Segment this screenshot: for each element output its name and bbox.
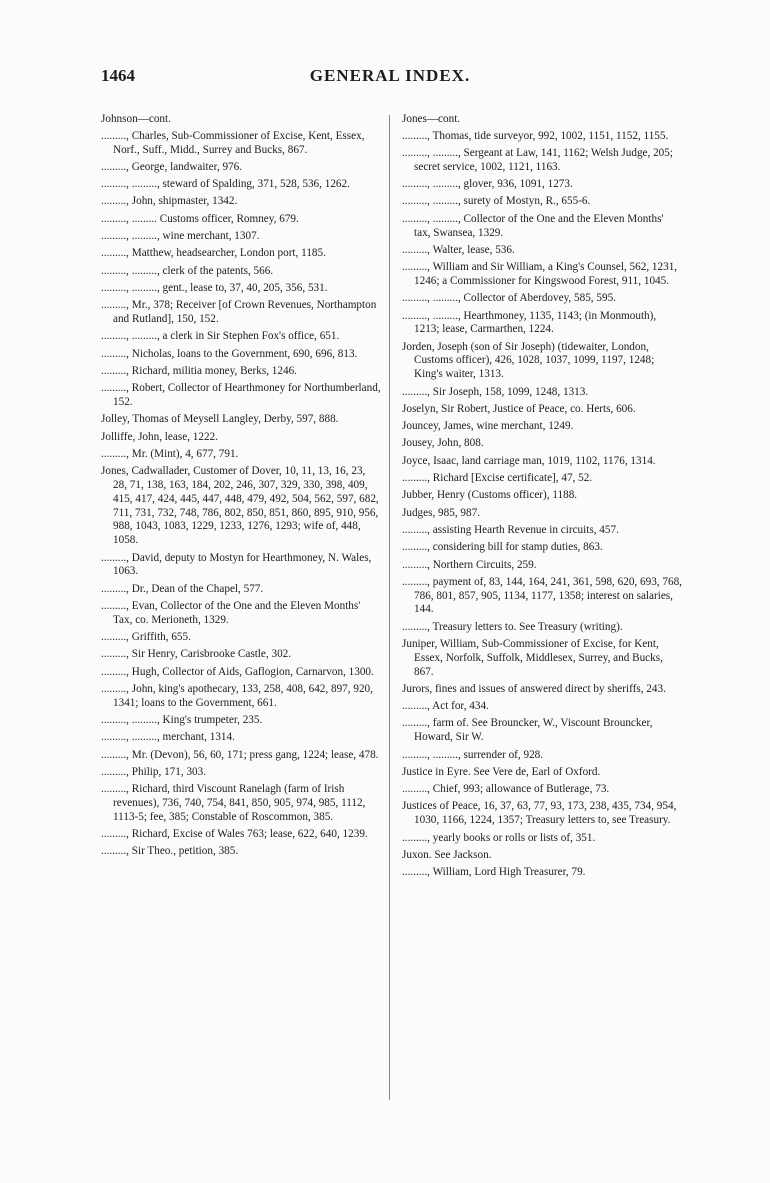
index-entry: ........., Charles, Sub-Commissioner of Excise, Kent, Essex, Norf., Suff., Midd., Surrey and Bucks, 867. <box>101 129 365 156</box>
index-entry: ........., ........., a clerk in Sir Stephen Fox's office, 651. <box>101 330 340 343</box>
index-entry: ........., Matthew, headsearcher, London port, 1185. <box>101 247 326 260</box>
index-entry: Judges, 985, 987. <box>402 506 481 519</box>
index-entry: ........., ........., glover, 936, 1091, 1273. <box>402 178 573 191</box>
index-entry: Jorden, Joseph (son of Sir Joseph) (tidewaiter, London, Customs officer), 426, 1028, 1037, 1099, 1197, 1248; King's waiter, 1313. <box>402 340 655 381</box>
index-entry: ........., ........., steward of Spalding, 371, 528, 536, 1262. <box>101 178 350 191</box>
page-title: GENERAL INDEX. <box>309 66 471 85</box>
index-entry: ........., William and Sir William, a King's Counsel, 562, 1231, 1246; a Commissioner for Kingswood Forest, 911, 1045. <box>402 261 678 287</box>
index-column-left <box>101 113 381 863</box>
index-entry: ........., William, Lord High Treasurer, 79. <box>402 866 586 879</box>
index-entry: ........., George, landwaiter, 976. <box>101 160 243 173</box>
index-entry: ........., ........., merchant, 1314. <box>101 731 235 744</box>
index-entry: ........., John, king's apothecary, 133, 258, 408, 642, 897, 920, 1341; loans to the Government, 661. <box>101 682 373 709</box>
index-entry: ........., Dr., Dean of the Chapel, 577. <box>101 582 264 595</box>
index-column-right <box>402 113 682 883</box>
index-entry: ........., Evan, Collector of the One and the Eleven Months' Tax, co. Merioneth, 1329. <box>101 599 361 626</box>
index-entry: ........., Hugh, Collector of Aids, Gaflogion, Carnarvon, 1300. <box>101 665 374 678</box>
index-entry: ........., David, deputy to Mostyn for Hearthmoney, N. Wales, 1063. <box>101 551 372 578</box>
index-entry: ........., ........., King's trumpeter, 235. <box>101 713 263 726</box>
index-entry: ........., assisting Hearth Revenue in circuits, 457. <box>402 523 619 536</box>
index-entry: ........., John, shipmaster, 1342. <box>101 195 238 208</box>
index-entry: Juniper, William, Sub-Commissioner of Excise, for Kent, Essex, Norfolk, Suffolk, Middlesex, Surrey, and Bucks, 867. <box>402 638 663 678</box>
index-entry: ........., ........., clerk of the patents, 566. <box>101 264 274 277</box>
index-entry: ........., Richard, third Viscount Ranelagh (farm of Irish revenues), 736, 740, 754, 841, 850, 905, 974, 985, 1112, 1113-5; fee, 385; Constable of Roscommon, 385. <box>101 783 366 823</box>
index-entry: ........., payment of, 83, 144, 164, 241, 361, 598, 620, 693, 768, 786, 801, 857, 905, 1134, 1177, 1358; interest on salaries, 144. <box>402 575 682 616</box>
continuation-heading: Johnson—cont. <box>101 113 171 125</box>
index-entry: ........., Mr., 378; Receiver [of Crown Revenues, Northampton and Rutland], 150, 152. <box>101 299 377 326</box>
index-entry: ........., ........., gent., lease to, 37, 40, 205, 356, 531. <box>101 281 328 294</box>
index-entry: ........., Philip, 171, 303. <box>101 765 207 778</box>
index-entry: ........., Walter, lease, 536. <box>402 243 515 256</box>
index-entry: ........., Thomas, tide surveyor, 992, 1002, 1151, 1152, 1155. <box>402 129 669 142</box>
index-entry: ........., Sir Henry, Carisbrooke Castle, 302. <box>101 648 292 661</box>
index-entry: Jouncey, James, wine merchant, 1249. <box>402 420 574 433</box>
index-entry: ........., Treasury letters to. See Treasury (writing). <box>402 620 623 633</box>
index-entry: ........., ........., Hearthmoney, 1135, 1143; (in Monmouth), 1213; lease, Carmarthen, 1224. <box>402 309 657 336</box>
index-entry: ........., Northern Circuits, 259. <box>402 558 537 571</box>
index-entry: ........., Mr. (Devon), 56, 60, 171; press gang, 1224; lease, 478. <box>101 748 379 761</box>
index-entry: Joyce, Isaac, land carriage man, 1019, 1102, 1176, 1314. <box>402 454 656 467</box>
index-entry: ........., ........., Sergeant at Law, 141, 1162; Welsh Judge, 205; secret service, 1002, 1121, 1163. <box>402 147 673 173</box>
index-entry: Jubber, Henry (Customs officer), 1188. <box>402 489 578 502</box>
index-entry: ........., Act for, 434. <box>402 700 489 713</box>
index-entry: ........., Mr. (Mint), 4, 677, 791. <box>101 447 239 460</box>
index-entry: ........., Richard, militia money, Berks, 1246. <box>101 364 297 377</box>
index-entry: Jolliffe, John, lease, 1222. <box>101 430 218 443</box>
index-entry: ........., Griffith, 655. <box>101 631 191 643</box>
index-entry: ........., Richard, Excise of Wales 763; lease, 622, 640, 1239. <box>101 828 368 841</box>
index-entry: Justice in Eyre. See Vere de, Earl of Oxford. <box>402 765 601 778</box>
index-entry: ........., Sir Joseph, 158, 1099, 1248, 1313. <box>402 385 589 398</box>
index-entry: ........., yearly books or rolls or lists of, 351. <box>402 831 596 844</box>
column-divider <box>389 115 390 1100</box>
index-entry: ........., Robert, Collector of Hearthmoney for Northumberland, 152. <box>101 382 381 409</box>
index-entry: ........., considering bill for stamp duties, 863. <box>402 541 603 554</box>
page-header <box>101 66 679 92</box>
index-entry: Jolley, Thomas of Meysell Langley, Derby, 597, 888. <box>101 413 339 426</box>
index-entry: ........., Chief, 993; allowance of Butlerage, 73. <box>402 783 610 796</box>
index-entry: Joselyn, Sir Robert, Justice of Peace, co. Herts, 606. <box>402 402 636 415</box>
index-entry: ........., ........., surrender of, 928. <box>402 748 544 761</box>
index-entry: ........., Richard [Excise certificate], 47, 52. <box>402 472 593 485</box>
index-entry: ........., ........., Collector of the One and the Eleven Months' tax, Swansea, 1329. <box>402 212 664 239</box>
index-entry: ........., farm of. See Brouncker, W., Viscount Brouncker, Howard, Sir W. <box>402 717 653 744</box>
index-entry: Jousey, John, 808. <box>402 437 484 450</box>
index-entry: ........., Nicholas, loans to the Government, 690, 696, 813. <box>101 347 358 360</box>
index-entry: ........., ........., surety of Mostyn, R., 655-6. <box>402 195 591 208</box>
index-entry: ........., ........., Collector of Aberdovey, 585, 595. <box>402 292 616 305</box>
index-entry: ........., ......... Customs officer, Romney, 679. <box>101 212 299 225</box>
index-entry: ........., ........., wine merchant, 1307. <box>101 230 260 243</box>
index-entry: ........., Sir Theo., petition, 385. <box>101 845 239 858</box>
index-entry: Jurors, fines and issues of answered direct by sheriffs, 243. <box>402 682 666 695</box>
index-entry: Juxon. See Jackson. <box>402 848 492 861</box>
index-entry: Jones, Cadwallader, Customer of Dover, 10, 11, 13, 16, 23, 28, 71, 138, 163, 184, 202, 246, 307, 329, 330, 398, 409, 415, 417, 424, 445, 447, 448, 479, 492, 504, 562, 597, 682, 711, 731, 732, 748, 786, 802, 850, 851, 860, 895, 910, 956, 988, 1043, 1083, 1229, 1233, 1276, 1293; wife of, 448, 1058. <box>101 465 379 547</box>
page-number: 1464 <box>101 66 135 85</box>
continuation-heading: Jones—cont. <box>402 113 461 125</box>
index-entry: Justices of Peace, 16, 37, 63, 77, 93, 173, 238, 435, 734, 954, 1030, 1166, 1224, 1357; Treasury letters to, see Treasury. <box>402 800 677 827</box>
